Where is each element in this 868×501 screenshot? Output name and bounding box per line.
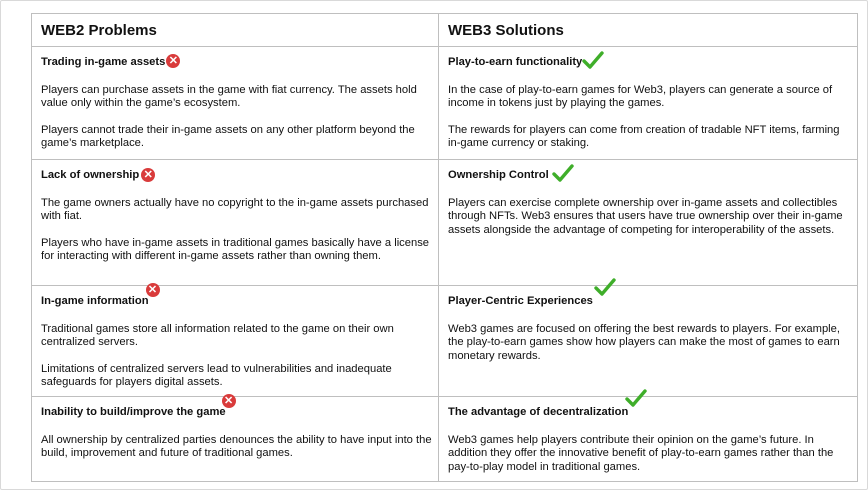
- table-row: [32, 286, 858, 397]
- problem-cell: [32, 47, 439, 160]
- solution-text: Players can exercise complete ownership over in-game assets and collectibles through NFTs. Web3 ensures that users have true ownership over their in-game assets alongside the advantage of competing for interoperability of the assets.: [448, 196, 843, 236]
- solution-title: Ownership Control: [448, 169, 549, 183]
- solution-text: Web3 games help players contribute their opinion on the game’s future. In addition they offer the innovative benefit of play-to-earn games rather than the pay-to-play model in traditional games.: [448, 433, 834, 473]
- problem-text: Traditional games store all information related to the game on their own centralized servers.: [41, 322, 394, 349]
- web2-header: WEB2 Problems: [32, 14, 439, 47]
- solution-cell: [439, 47, 858, 160]
- solution-title: Player-Centric Experiences: [448, 295, 593, 309]
- solution-title: Play-to-earn functionality: [448, 56, 582, 70]
- solution-cell: [439, 286, 858, 397]
- checkmark-icon: [625, 388, 647, 408]
- checkmark-icon: [582, 50, 604, 70]
- comparison-table: [31, 13, 858, 482]
- solution-cell: [439, 160, 858, 286]
- web3-header: WEB3 Solutions: [439, 14, 858, 47]
- solution-cell: [439, 397, 858, 482]
- x-circle-icon: ✕: [146, 283, 160, 297]
- problem-title: Trading in-game assets ✕: [41, 56, 165, 70]
- table-row: [32, 160, 858, 286]
- problem-cell: [32, 397, 439, 482]
- table-row: [32, 47, 858, 160]
- x-circle-icon: ✕: [141, 168, 155, 182]
- problem-title: Inability to build/improve the game ✕: [41, 406, 226, 420]
- problem-text: Limitations of centralized servers lead to vulnerabilities and inadequate safeguards for players digital assets.: [41, 362, 392, 389]
- table-row: [32, 397, 858, 482]
- checkmark-icon: [594, 277, 616, 297]
- problem-cell: [32, 286, 439, 397]
- problem-text: The game owners actually have no copyright to the in-game assets purchased with fiat.: [41, 196, 429, 223]
- problem-text: Players cannot trade their in-game assets on any other platform beyond the game’s marketplace.: [41, 123, 415, 150]
- problem-text: Players can purchase assets in the game with fiat currency. The assets hold value only within the game’s ecosystem.: [41, 83, 417, 110]
- solution-text: Web3 games are focused on offering the best rewards to players. For example, the play-to-earn games show how players can make the most of games to earn monetary rewards.: [448, 322, 840, 362]
- solution-text: In the case of play-to-earn games for Web3, players can generate a source of income in tokens just by playing the games.: [448, 83, 833, 110]
- x-circle-icon: ✕: [222, 394, 236, 408]
- x-circle-icon: ✕: [166, 54, 180, 68]
- problem-text: Players who have in-game assets in traditional games basically have a license for interacting with different in-game assets rather than owning them.: [41, 236, 430, 263]
- solution-text: The rewards for players can come from creation of tradable NFT items, farming in-game currency or staking.: [448, 123, 840, 150]
- problem-title: Lack of ownership ✕: [41, 169, 139, 183]
- solution-title: The advantage of decentralization: [448, 406, 628, 420]
- problem-title: In-game information ✕: [41, 295, 149, 309]
- checkmark-icon: [552, 163, 574, 183]
- problem-text: All ownership by centralized parties denounces the ability to have input into the build, improvement and future of traditional games.: [41, 433, 432, 460]
- problem-cell: [32, 160, 439, 286]
